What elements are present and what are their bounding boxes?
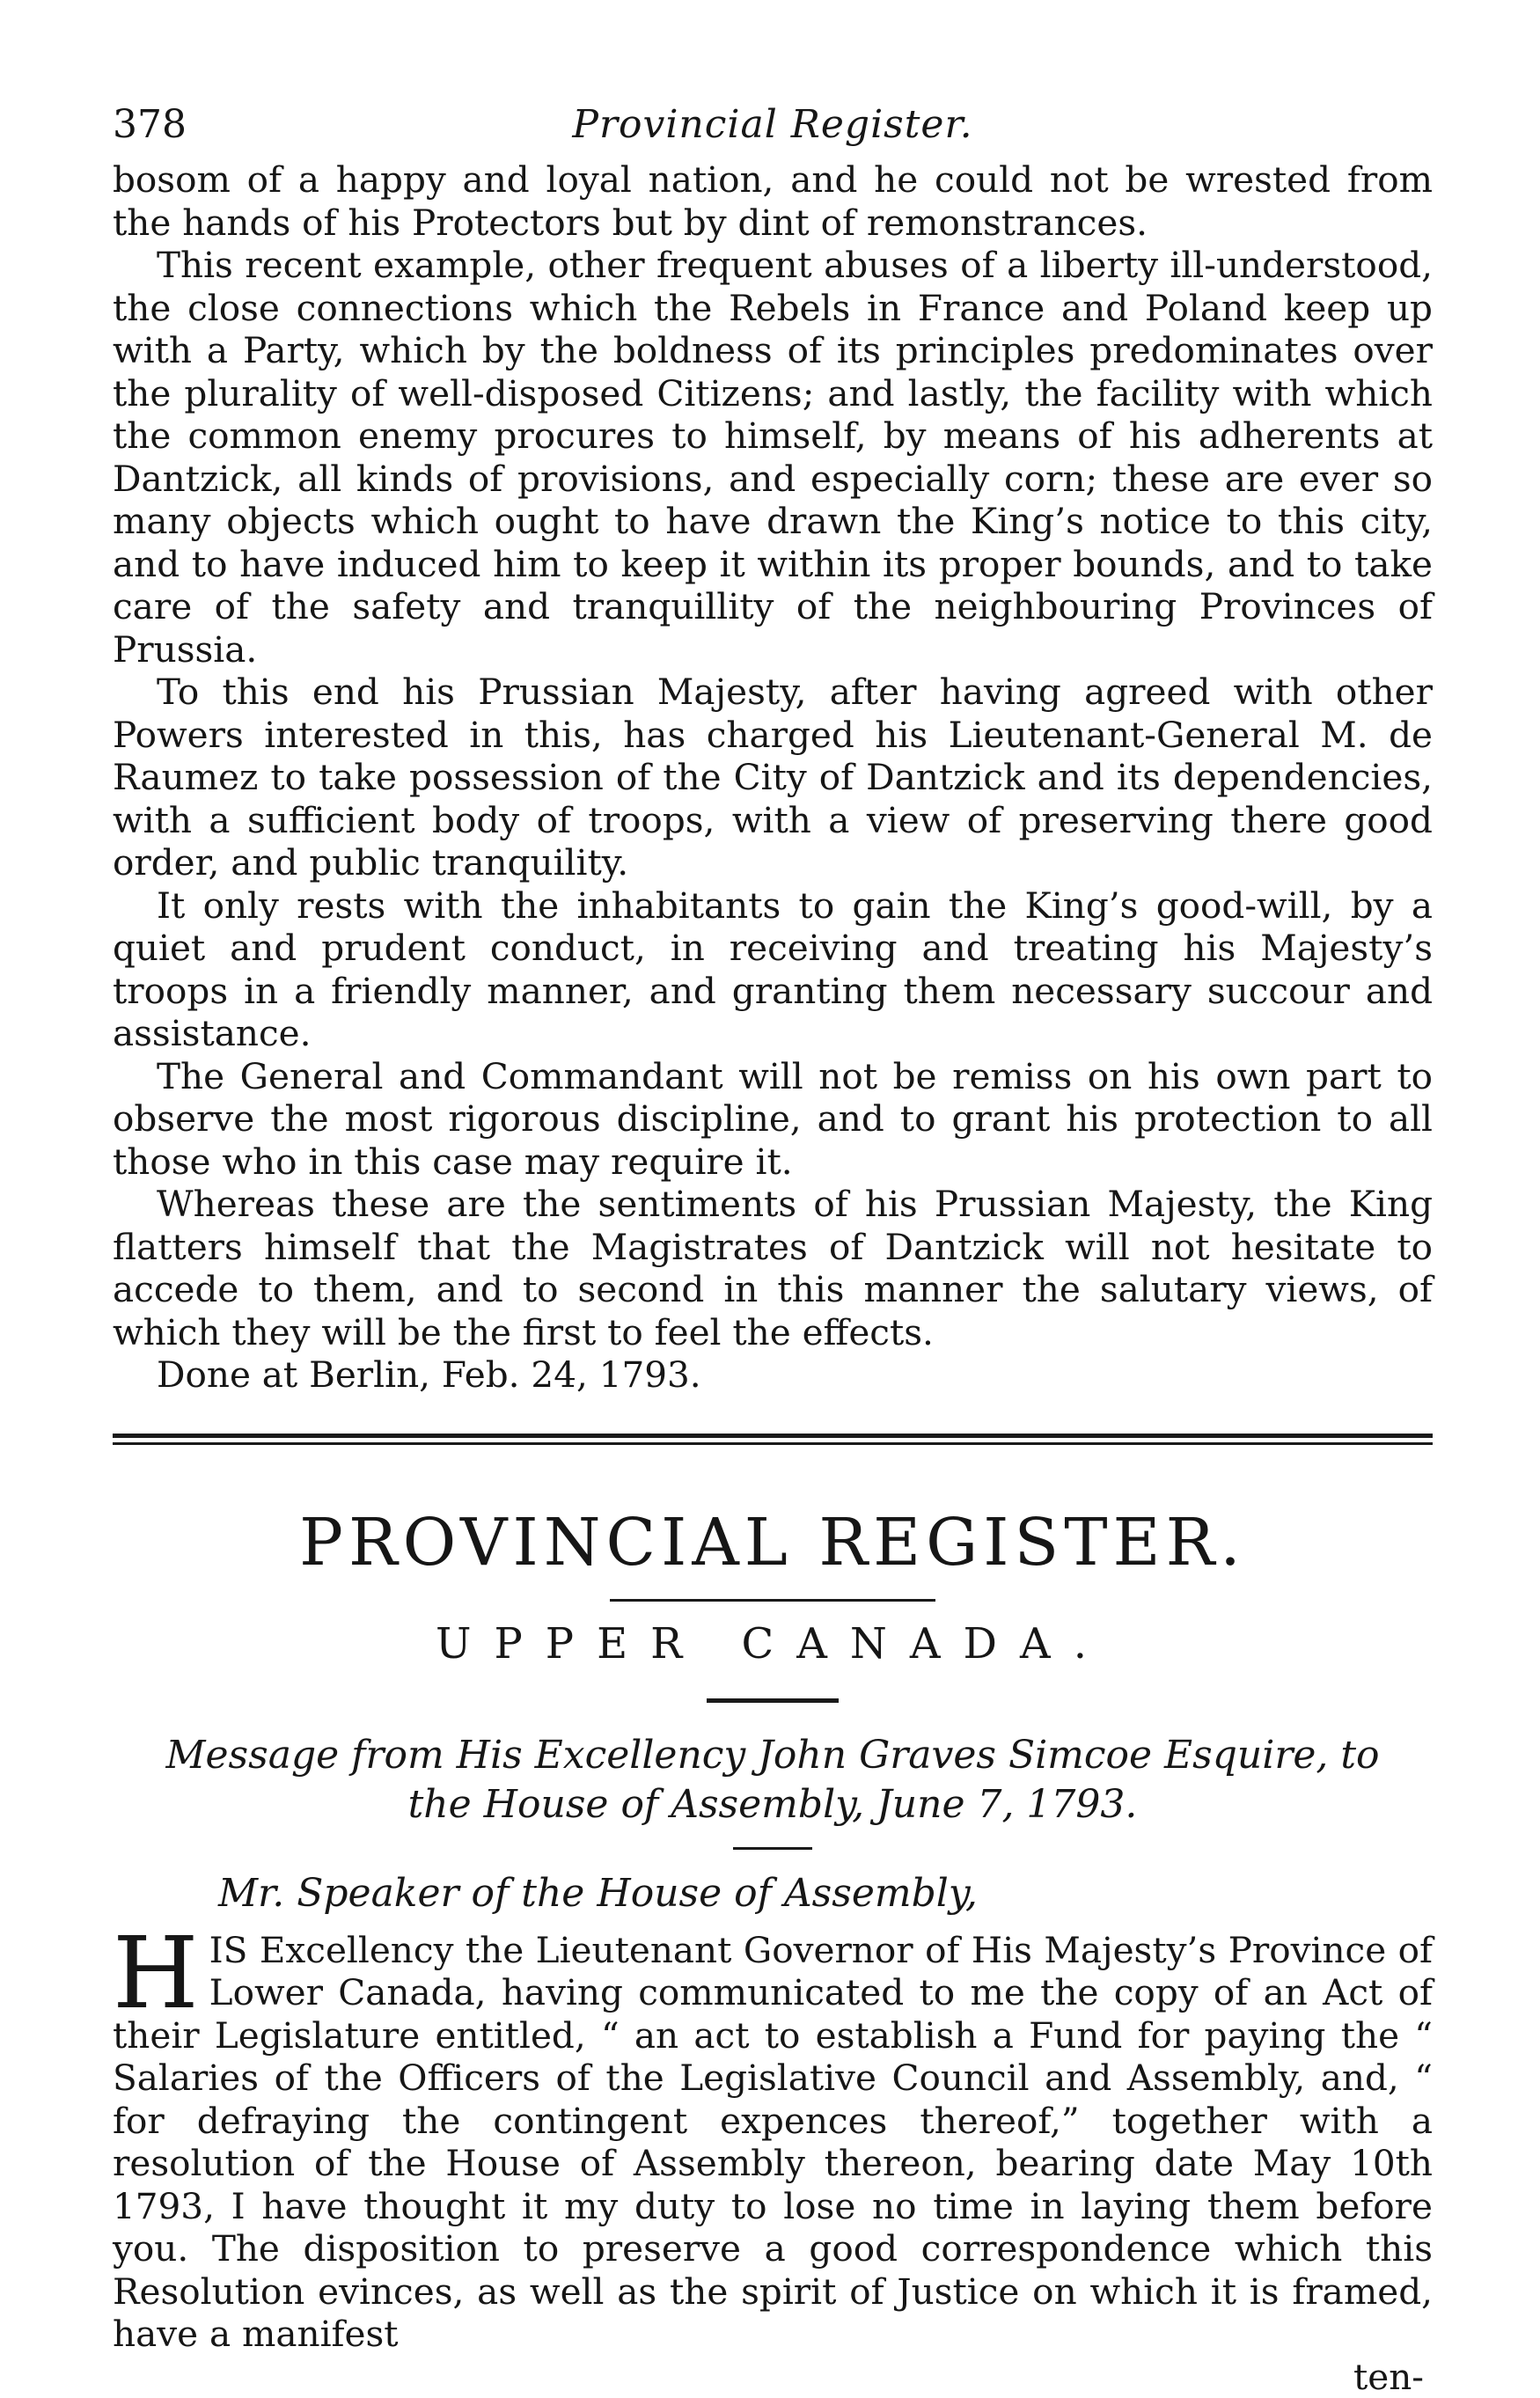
section-title: PROVINCIAL REGISTER. bbox=[113, 1506, 1433, 1580]
salutation: Mr. Speaker of the House of Assembly, bbox=[218, 1869, 1433, 1918]
divider-line-thick bbox=[113, 1434, 1433, 1438]
catchword: ten- bbox=[113, 2356, 1433, 2398]
paragraph: Whereas these are the sentiments of his Prussian Majesty, the King flatters himself that the Magistrates of Dantzick will not hesitate to accede to them, and to second in this manner the salutary views, of which they will be the first to feel the effects. bbox=[113, 1183, 1433, 1353]
paragraph: This recent example, other frequent abuses of a liberty ill-understood, the close connections which the Rebels in France and Poland keep up with a Party, which by the boldness of its principles predominates over the plurality of well-disposed Citizens; and lastly, the facility with which the common enemy procures to himself, by means of his adherents at Dantzick, all kinds of provisions, and especially corn; these are ever so many objects which ought to have drawn the King’s notice to this city, and to have induced him to keep it within its proper bounds, and to take care of the safety and tranquillity of the neighbouring Provinces of Prussia. bbox=[113, 244, 1433, 671]
running-title: Provincial Register. bbox=[113, 102, 1433, 147]
message-heading: Message from His Excellency John Graves Simcoe Esquire, to the House of Assembly, June 7, 1793. bbox=[130, 1731, 1415, 1830]
paragraph: To this end his Prussian Majesty, after having agreed with other Powers interested in this, has charged his Lieutenant-General M. de Raumez to take possession of the City of Dantzick and its dependencies, with a sufficient body of troops, with a view of preserving there good order, and public tranquility. bbox=[113, 671, 1433, 884]
section-divider bbox=[113, 1434, 1433, 1449]
continued-article bbox=[113, 158, 1433, 1353]
tiny-rule bbox=[733, 1847, 812, 1850]
divider-line-thin bbox=[113, 1442, 1433, 1445]
province-heading: UPPER CANADA. bbox=[113, 1619, 1433, 1668]
message-body bbox=[113, 1929, 1433, 2356]
page-number: 378 bbox=[113, 102, 187, 147]
message-text: IS Excellency the Lieutenant Governor of His Majesty’s Province of Lower Canada, having communicated to me the copy of an Act of their Legislature entitled, “ an act to establish a Fund for paying the “ Salaries of the Officers of the Legislative Council and Assembly, and, “ for defraying the contingent expences thereof,” together with a resolution of the House of Assembly thereon, bearing date May 10th 1793, I have thought it my duty to lose no time in laying them before you. The disposition to preserve a good correspondence which this Resolution evinces, as well as the spirit of Justice on which it is framed, have a manifest bbox=[113, 1929, 1433, 2356]
short-rule bbox=[707, 1698, 839, 1703]
running-head bbox=[113, 97, 1433, 158]
paragraph: bosom of a happy and loyal nation, and he could not be wrested from the hands of his Protectors but by dint of remonstrances. bbox=[113, 158, 1433, 244]
title-rule bbox=[610, 1599, 935, 1602]
drop-cap: H bbox=[113, 1934, 199, 2013]
signoff-line: Done at Berlin, Feb. 24, 1793. bbox=[113, 1353, 1433, 1397]
paragraph: The General and Commandant will not be remiss on his own part to observe the most rigorous discipline, and to grant his protection to all those who in this case may require it. bbox=[113, 1055, 1433, 1184]
document-page bbox=[113, 97, 1433, 2398]
paragraph: It only rests with the inhabitants to gain the King’s good-will, by a quiet and prudent conduct, in receiving and treating his Majesty’s troops in a friendly manner, and granting them necessary succour and assistance. bbox=[113, 884, 1433, 1055]
